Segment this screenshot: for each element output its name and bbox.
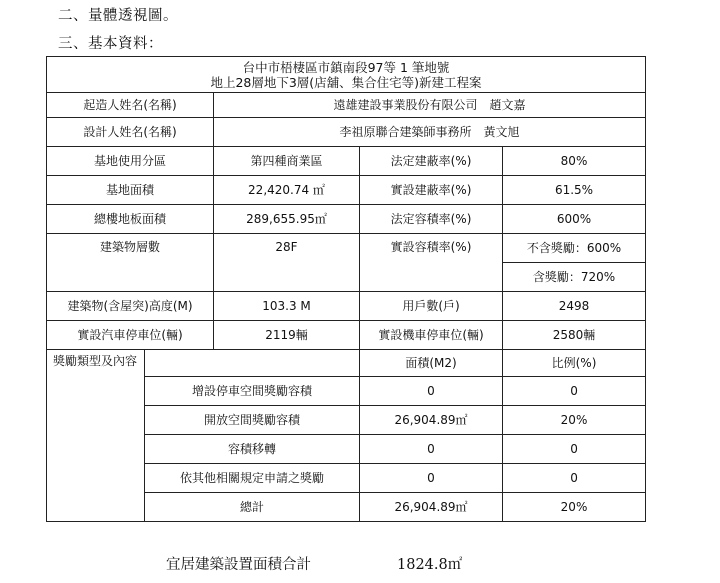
units-value: 2498 [503,292,646,321]
moto-parking-value: 2580輛 [503,321,646,350]
table-row-title [47,57,646,93]
design-far-with-bonus: 含獎勵：720% [503,263,646,292]
basic-info-table [46,56,646,522]
table-row-bonus-header [47,350,646,377]
project-title [47,57,646,93]
legal-coverage-value: 80% [503,147,646,176]
table-row-designer [47,118,646,147]
bonus-type-label: 獎勵類型及內容 [47,350,145,522]
developer-value: 遠雄建設事業股份有限公司 趙文嘉 [214,93,646,118]
designer-label: 設計人姓名(名稱) [47,118,214,147]
bonus-item-name: 依其他相關規定申請之獎勵 [145,464,360,493]
units-label: 用戶數(戶) [360,292,503,321]
zoning-label: 基地使用分區 [47,147,214,176]
bonus-item-area: 0 [360,464,503,493]
floor-area-label: 總樓地板面積 [47,205,214,234]
bonus-item-ratio: 0 [503,464,646,493]
bonus-item-area: 26,904.89㎡ [360,406,503,435]
bonus-item-name: 開放空間獎勵容積 [145,406,360,435]
bonus-total-area: 26,904.89㎡ [360,493,503,522]
bonus-item-area: 0 [360,435,503,464]
site-area-value: 22,420.74 ㎡ [214,176,360,205]
bonus-item-ratio: 20% [503,406,646,435]
designer-value: 李祖原聯合建築師事務所 黃文旭 [214,118,646,147]
legal-far-value: 600% [503,205,646,234]
zoning-value: 第四種商業區 [214,147,360,176]
design-coverage-value: 61.5% [503,176,646,205]
bonus-ratio-header: 比例(%) [503,350,646,377]
bonus-area-header: 面積(M2) [360,350,503,377]
height-value: 103.3 M [214,292,360,321]
project-title-line1: 台中市梧棲區市鎮南段97等 1 筆地號 [242,59,450,75]
bonus-item-area: 0 [360,377,503,406]
car-parking-label: 實設汽車停車位(輛) [47,321,214,350]
legal-coverage-label: 法定建蔽率(%) [360,147,503,176]
bonus-total-ratio: 20% [503,493,646,522]
floors-label: 建築物層數 [47,234,214,292]
livable-area-total-label: 宜居建築設置面積合計 [166,557,311,573]
table-row-floors [47,234,646,263]
design-coverage-label: 實設建蔽率(%) [360,176,503,205]
table-row-zoning [47,147,646,176]
table-row-parking [47,321,646,350]
bonus-header-spacer [145,350,360,377]
project-title-line2: 地上28層地下3層(店舖、集合住宅等)新建工程案 [210,74,482,90]
developer-label: 起造人姓名(名稱) [47,93,214,118]
section-heading-perspective: 二、量體透視圖。 [58,8,178,24]
design-far-label: 實設容積率(%) [360,234,503,292]
bonus-item-name: 增設停車空間獎勵容積 [145,377,360,406]
floors-value: 28F [214,234,360,292]
site-area-label: 基地面積 [47,176,214,205]
bonus-item-name: 容積移轉 [145,435,360,464]
bonus-item-ratio: 0 [503,435,646,464]
bonus-total-label: 總計 [145,493,360,522]
floor-area-value: 289,655.95㎡ [214,205,360,234]
table-row-floor-area [47,205,646,234]
bonus-item-ratio: 0 [503,377,646,406]
design-far-no-bonus: 不含獎勵：600% [503,234,646,263]
table-row-developer [47,93,646,118]
livable-area-total-value: 1824.8㎡ [397,557,463,573]
legal-far-label: 法定容積率(%) [360,205,503,234]
car-parking-value: 2119輛 [214,321,360,350]
table-row-height [47,292,646,321]
moto-parking-label: 實設機車停車位(輛) [360,321,503,350]
section-heading-basic-info: 三、基本資料： [58,36,163,52]
table-row-site-area [47,176,646,205]
height-label: 建築物(含屋突)高度(M) [47,292,214,321]
